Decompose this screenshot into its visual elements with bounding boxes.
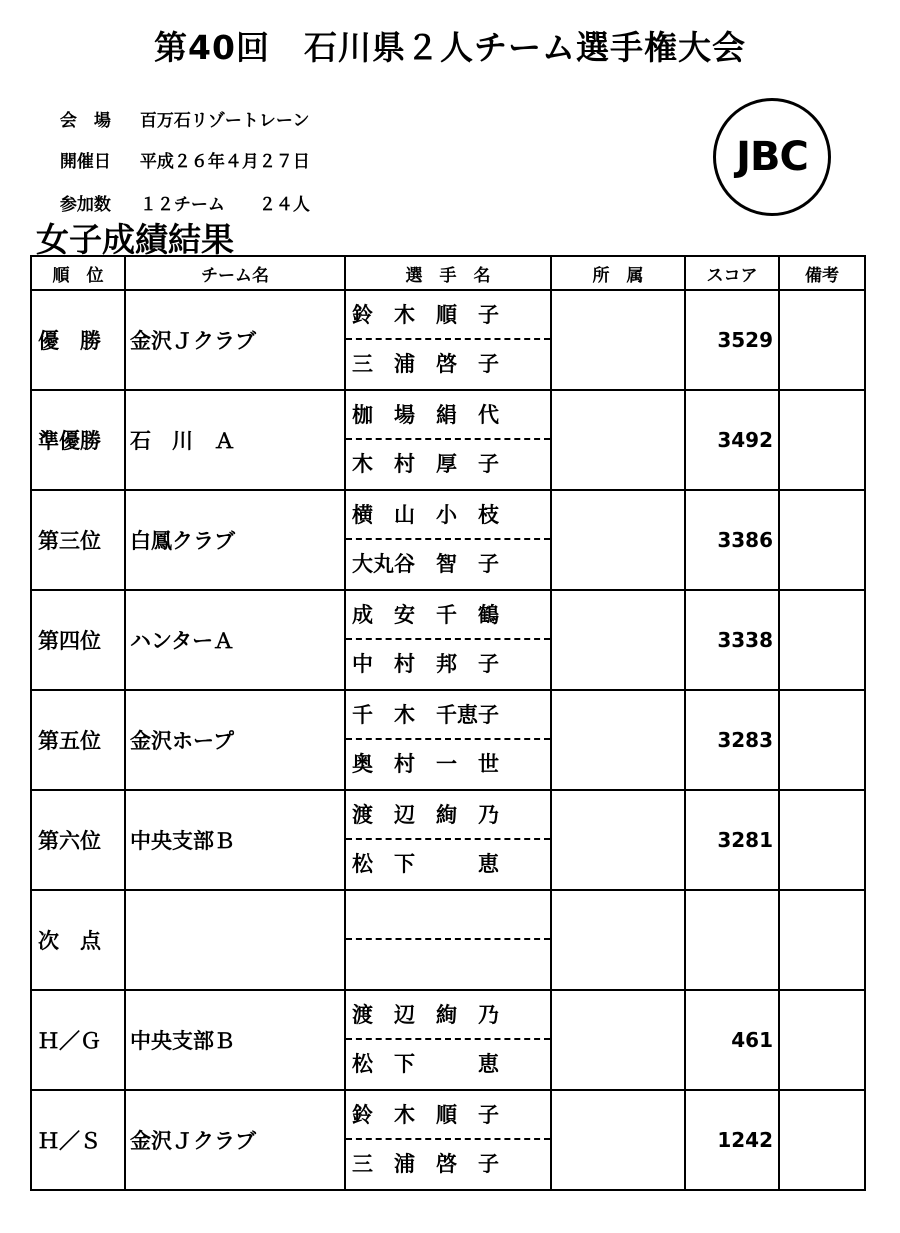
player-1: 鈴 木 順 子 <box>346 291 550 340</box>
note-cell <box>779 790 865 890</box>
rank-cell: 第六位 <box>31 790 125 890</box>
table-row <box>31 1090 865 1190</box>
score-cell: 461 <box>685 990 779 1090</box>
score-cell: 3281 <box>685 790 779 890</box>
team-cell: 金沢Ｊクラブ <box>125 290 345 390</box>
team-cell: 金沢Ｊクラブ <box>125 1090 345 1190</box>
participants-label: 参加数 <box>59 195 111 215</box>
column-header-score: スコア <box>685 256 779 290</box>
players-cell <box>345 1090 551 1190</box>
affiliation-cell <box>551 790 685 890</box>
table-row <box>31 390 865 490</box>
results-table <box>30 255 866 1191</box>
table-header-row <box>31 256 865 290</box>
rank-cell: 第五位 <box>31 690 125 790</box>
player-2: 中 村 邦 子 <box>352 652 499 676</box>
section-title: 女子成績結果 <box>36 220 234 259</box>
venue-value: 百万石リゾートレーン <box>139 111 310 131</box>
player-1: 渡 辺 絢 乃 <box>346 991 550 1040</box>
rank-cell: Ｈ／Ｇ <box>31 990 125 1090</box>
column-header-affiliation: 所 属 <box>551 256 685 290</box>
player-2: 松 下 恵 <box>352 852 499 876</box>
table-row <box>31 690 865 790</box>
rank-cell: 第三位 <box>31 490 125 590</box>
team-cell: 中央支部Ｂ <box>125 790 345 890</box>
note-cell <box>779 1090 865 1190</box>
team-cell: 中央支部Ｂ <box>125 990 345 1090</box>
player-2: 松 下 恵 <box>352 1052 499 1076</box>
rank-cell: Ｈ／Ｓ <box>31 1090 125 1190</box>
player-2: 木 村 厚 子 <box>352 452 499 476</box>
column-header-players: 選 手 名 <box>345 256 551 290</box>
note-cell <box>779 290 865 390</box>
table-row <box>31 290 865 390</box>
affiliation-cell <box>551 690 685 790</box>
player-2: 三 浦 啓 子 <box>352 1152 499 1176</box>
player-2: 奥 村 一 世 <box>352 752 499 776</box>
affiliation-cell <box>551 390 685 490</box>
note-cell <box>779 990 865 1090</box>
participants-line <box>48 170 310 215</box>
venue-line <box>48 86 310 131</box>
affiliation-cell <box>551 590 685 690</box>
players-cell <box>345 890 551 990</box>
player-2 <box>346 940 550 989</box>
player-1: 鈴 木 順 子 <box>346 1091 550 1140</box>
player-2: 大丸谷 智 子 <box>352 552 499 576</box>
page-title: 第40回 石川県２人チーム選手権大会 <box>154 28 746 67</box>
participants-value: １２チーム ２４人 <box>139 195 310 215</box>
team-cell: 石 川 Ａ <box>125 390 345 490</box>
players-cell <box>345 790 551 890</box>
players-cell <box>345 590 551 690</box>
player-1: 渡 辺 絢 乃 <box>346 791 550 840</box>
score-cell: 3492 <box>685 390 779 490</box>
players-cell <box>345 490 551 590</box>
player-2: 三 浦 啓 子 <box>352 352 499 376</box>
player-1: 千 木 千恵子 <box>346 691 550 740</box>
players-cell <box>345 990 551 1090</box>
rank-cell: 優 勝 <box>31 290 125 390</box>
rank-cell: 次 点 <box>31 890 125 990</box>
note-cell <box>779 590 865 690</box>
team-cell <box>125 890 345 990</box>
team-cell: ハンターＡ <box>125 590 345 690</box>
player-1: 横 山 小 枝 <box>346 491 550 540</box>
note-cell <box>779 890 865 990</box>
column-header-rank: 順 位 <box>31 256 125 290</box>
venue-label: 会 場 <box>59 111 111 131</box>
logo-text: JBC <box>736 134 808 180</box>
score-cell: 1242 <box>685 1090 779 1190</box>
player-1 <box>346 891 550 940</box>
jbc-logo <box>713 98 831 216</box>
player-1: 枷 場 絹 代 <box>346 391 550 440</box>
score-cell: 3338 <box>685 590 779 690</box>
affiliation-cell <box>551 290 685 390</box>
note-cell <box>779 490 865 590</box>
table-row <box>31 790 865 890</box>
score-cell: 3283 <box>685 690 779 790</box>
rank-cell: 準優勝 <box>31 390 125 490</box>
date-value: 平成２６年４月２７日 <box>139 152 310 172</box>
date-line <box>48 127 310 172</box>
team-cell: 白鳳クラブ <box>125 490 345 590</box>
note-cell <box>779 390 865 490</box>
players-cell <box>345 290 551 390</box>
score-cell: 3386 <box>685 490 779 590</box>
table-row <box>31 490 865 590</box>
table-row <box>31 590 865 690</box>
score-cell <box>685 890 779 990</box>
rank-cell: 第四位 <box>31 590 125 690</box>
column-header-team: チーム名 <box>125 256 345 290</box>
players-cell <box>345 390 551 490</box>
affiliation-cell <box>551 890 685 990</box>
player-1: 成 安 千 鶴 <box>346 591 550 640</box>
affiliation-cell <box>551 990 685 1090</box>
table-row <box>31 890 865 990</box>
column-header-note: 備考 <box>779 256 865 290</box>
table-row <box>31 990 865 1090</box>
date-label: 開催日 <box>59 152 111 172</box>
players-cell <box>345 690 551 790</box>
affiliation-cell <box>551 1090 685 1190</box>
affiliation-cell <box>551 490 685 590</box>
score-cell: 3529 <box>685 290 779 390</box>
team-cell: 金沢ホープ <box>125 690 345 790</box>
note-cell <box>779 690 865 790</box>
